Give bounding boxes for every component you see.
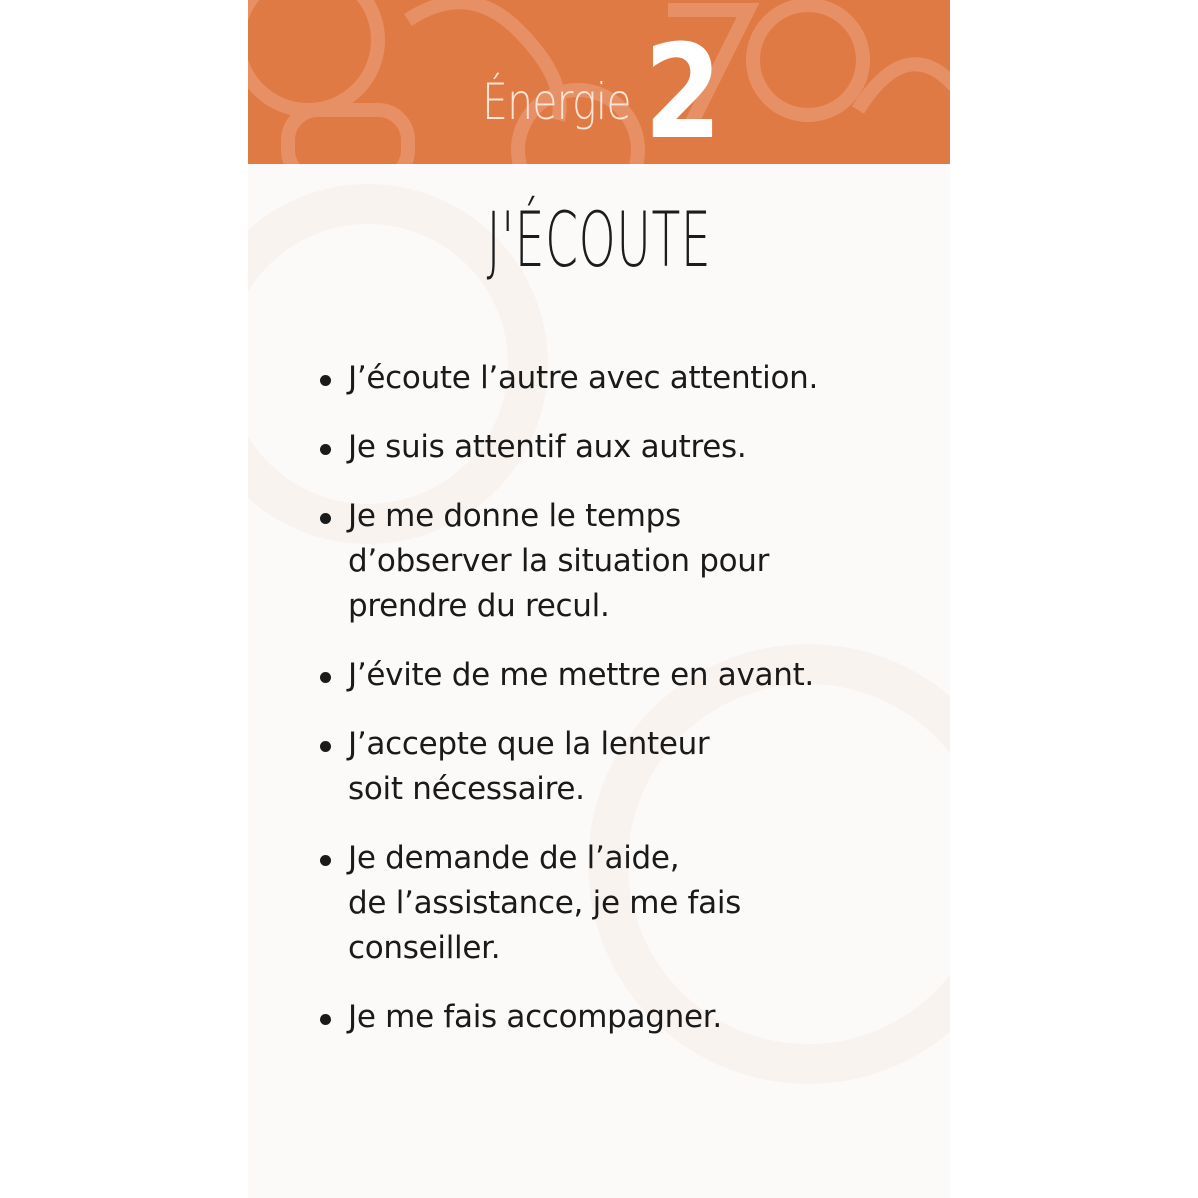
list-item: [320, 722, 880, 812]
list-item-line: Je me donne le temps: [348, 498, 681, 534]
bullet-icon: [320, 513, 331, 524]
list-item-line: soit nécessaire.: [348, 771, 585, 807]
list-item-line: de l’assistance, je me fais: [348, 885, 741, 921]
bullet-icon: [320, 1014, 331, 1025]
list-item-line: Je suis attentif aux autres.: [348, 429, 747, 465]
list-item-line: prendre du recul.: [348, 588, 610, 624]
list-item: [320, 425, 880, 470]
list-item: [320, 356, 880, 401]
list-item: [320, 995, 880, 1040]
card-header: [248, 0, 950, 164]
list-item-line: d’observer la situation pour: [348, 543, 770, 579]
list-item: [320, 494, 880, 629]
list-item-line: J’accepte que la lenteur: [348, 726, 710, 762]
list-item: [320, 836, 880, 971]
energy-number: 2: [644, 16, 722, 164]
list-item-line: Je demande de l’aide,: [348, 840, 680, 876]
bullet-icon: [320, 741, 331, 752]
bullet-icon: [320, 672, 331, 683]
energy-card: [248, 0, 950, 1198]
list-item-line: conseiller.: [348, 930, 501, 966]
list-item-line: J’évite de me mettre en avant.: [348, 657, 814, 693]
bullet-icon: [320, 855, 331, 866]
statement-list: [320, 356, 880, 1064]
bullet-icon: [320, 444, 331, 455]
card-title: J'ÉCOUTE: [486, 195, 712, 284]
energy-label: Énergie: [482, 73, 631, 131]
list-item: [320, 653, 880, 698]
list-item-line: Je me fais accompagner.: [348, 999, 722, 1035]
bullet-icon: [320, 375, 331, 386]
list-item-line: J’écoute l’autre avec attention.: [348, 360, 819, 396]
